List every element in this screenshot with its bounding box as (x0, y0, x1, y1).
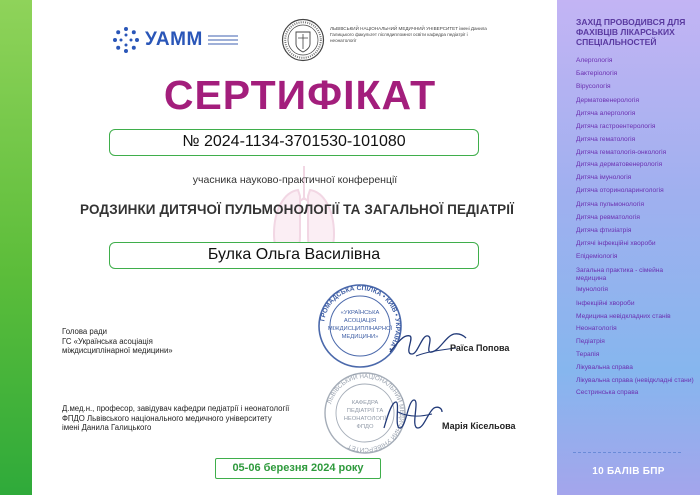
specialty-item: Дитяча пульмонологія (576, 200, 645, 208)
specialty-item: Терапія (576, 350, 600, 358)
left-green-band (0, 0, 32, 495)
svg-text:АСОЦІАЦІЯ: АСОЦІАЦІЯ (343, 318, 377, 324)
specialties-panel-title: ЗАХІД ПРОВОДИВСЯ ДЛЯ ФАХІВЦІВ ЛІКАРСЬКИХ СПЕЦІАЛЬНОСТЕЙ (576, 17, 686, 47)
specialty-item: Дитяча фтизіатрія (576, 227, 632, 235)
specialty-item: Імунологія (576, 286, 608, 294)
specialty-item: Алергологія (576, 57, 613, 64)
specialty-item: Дитяча дерматовенерологія (576, 161, 663, 169)
certificate-number-box (109, 129, 479, 156)
svg-text:ПЕДІАТРІЇ ТА: ПЕДІАТРІЇ ТА (346, 408, 384, 414)
svg-text:ФПДО: ФПДО (356, 424, 374, 430)
specialty-item: Дитяча гастроентерологія (576, 122, 656, 130)
panel-divider (573, 452, 681, 453)
signature-2-role-line: ФПДО Львівського національного медичного університету (62, 413, 272, 423)
university-seal-icon (281, 18, 325, 62)
signature-2-role (62, 404, 322, 433)
specialty-item: Дитяча алергологія (576, 109, 636, 117)
uamm-dots-icon (112, 26, 140, 54)
uamm-wordmark: УАММ (145, 29, 203, 50)
specialty-item: Дитяча оториноларингологія (576, 187, 664, 195)
signature-2-role-line: імені Данила Галицького (62, 423, 152, 432)
specialties-list (576, 57, 700, 397)
signature-1-role (62, 327, 262, 356)
signature-2-name: Марія Кісельова (442, 421, 516, 431)
specialty-item: Лікувальна справа (576, 364, 633, 372)
svg-text:МІЖДИСЦИПЛІНАРНОЇ: МІЖДИСЦИПЛІНАРНОЇ (327, 326, 393, 332)
event-dates: 05-06 березня 2024 року (232, 462, 364, 474)
specialty-item: Медицина невідкладних станів (576, 312, 671, 320)
signature-1-role-line: ГС «Українська асоціація (62, 336, 153, 346)
specialty-item: Сестринська справа (576, 389, 639, 397)
svg-text:КАФЕДРА: КАФЕДРА (351, 400, 379, 406)
svg-text:ЛЬВІВСЬКИЙ НАЦІОНАЛЬНИЙ МЕДИЧН: ЛЬВІВСЬКИЙ НАЦІОНАЛЬНИЙ МЕДИЧНИЙ УНІВЕРСИТЕТ (326, 372, 406, 454)
event-dates-box (215, 458, 381, 479)
conference-title: РОДЗИНКИ ДИТЯЧОЇ ПУЛЬМОНОЛОГІЇ ТА ЗАГАЛЬНОЇ ПЕДІАТРІЇ (80, 202, 514, 217)
svg-text:НЕОНАТОЛОГІЇ: НЕОНАТОЛОГІЇ (343, 416, 387, 422)
specialty-item: Педіатрія (576, 337, 605, 345)
certificate-title: СЕРТИФІКАТ (163, 72, 437, 118)
recipient-name-box (109, 242, 479, 269)
cpd-points: 10 БАЛІВ БПР (592, 466, 665, 477)
specialty-item: Лікувальна справа (невідкладні стани) (576, 377, 694, 385)
specialty-item: Загальна практика - сімейна медицина (576, 266, 664, 282)
svg-text:ГРОМАДСЬКА СПІЛКА • КИЇВ • УКР: ГРОМАДСЬКА СПІЛКА • КИЇВ • УКРАЇНА • (319, 284, 402, 352)
signature-2-scribble (378, 392, 448, 438)
specialty-item: Епідеміологія (576, 253, 618, 261)
specialty-item: Дитяча гематологія (576, 136, 636, 144)
specialty-item: Неонатологія (576, 324, 617, 332)
signature-2-role-line: Д.мед.н., професор, завідувач кафедри педіатрії і неонатології (62, 404, 290, 413)
signature-1-role-line: міждисциплінарної медицини» (62, 346, 173, 355)
svg-text:«УКРАЇНСЬКА: «УКРАЇНСЬКА (340, 310, 380, 316)
university-name: ЛЬВІВСЬКИЙ НАЦІОНАЛЬНИЙ МЕДИЧНИЙ УНІВЕРСИТЕТ імені Данила Галицького факультет післядипломної освіти кафедра педіатрії і неонатології (330, 26, 487, 43)
signature-1-name: Раїса Попова (450, 343, 510, 353)
specialty-item: Інфекційні хвороби (576, 299, 635, 307)
participant-line: учасника науково-практичної конференції (192, 174, 398, 186)
specialty-item: Вірусологія (576, 83, 611, 91)
specialty-item: Дитяча гематологія-онкологія (576, 149, 667, 157)
signature-1-role-line: Голова ради (62, 327, 107, 336)
certificate-number: № 2024-1134-3701530-101080 (182, 133, 406, 150)
svg-text:МЕДИЦИНИ»: МЕДИЦИНИ» (341, 334, 379, 340)
signature-1-scribble (386, 322, 470, 362)
specialty-item: Дерматовенерологія (576, 96, 640, 104)
specialty-item: Дитяча ревматологія (576, 213, 640, 221)
specialty-item: Дитяча імунологія (576, 174, 632, 182)
uamm-logo (112, 26, 238, 54)
specialties-panel (557, 0, 700, 495)
recipient-name: Булка Ольга Василівна (207, 246, 381, 263)
specialty-item: Дитячі інфекційні хвороби (576, 240, 656, 248)
uamm-subtitle-lines (208, 33, 238, 47)
specialty-item: Бактеріологія (576, 70, 618, 78)
